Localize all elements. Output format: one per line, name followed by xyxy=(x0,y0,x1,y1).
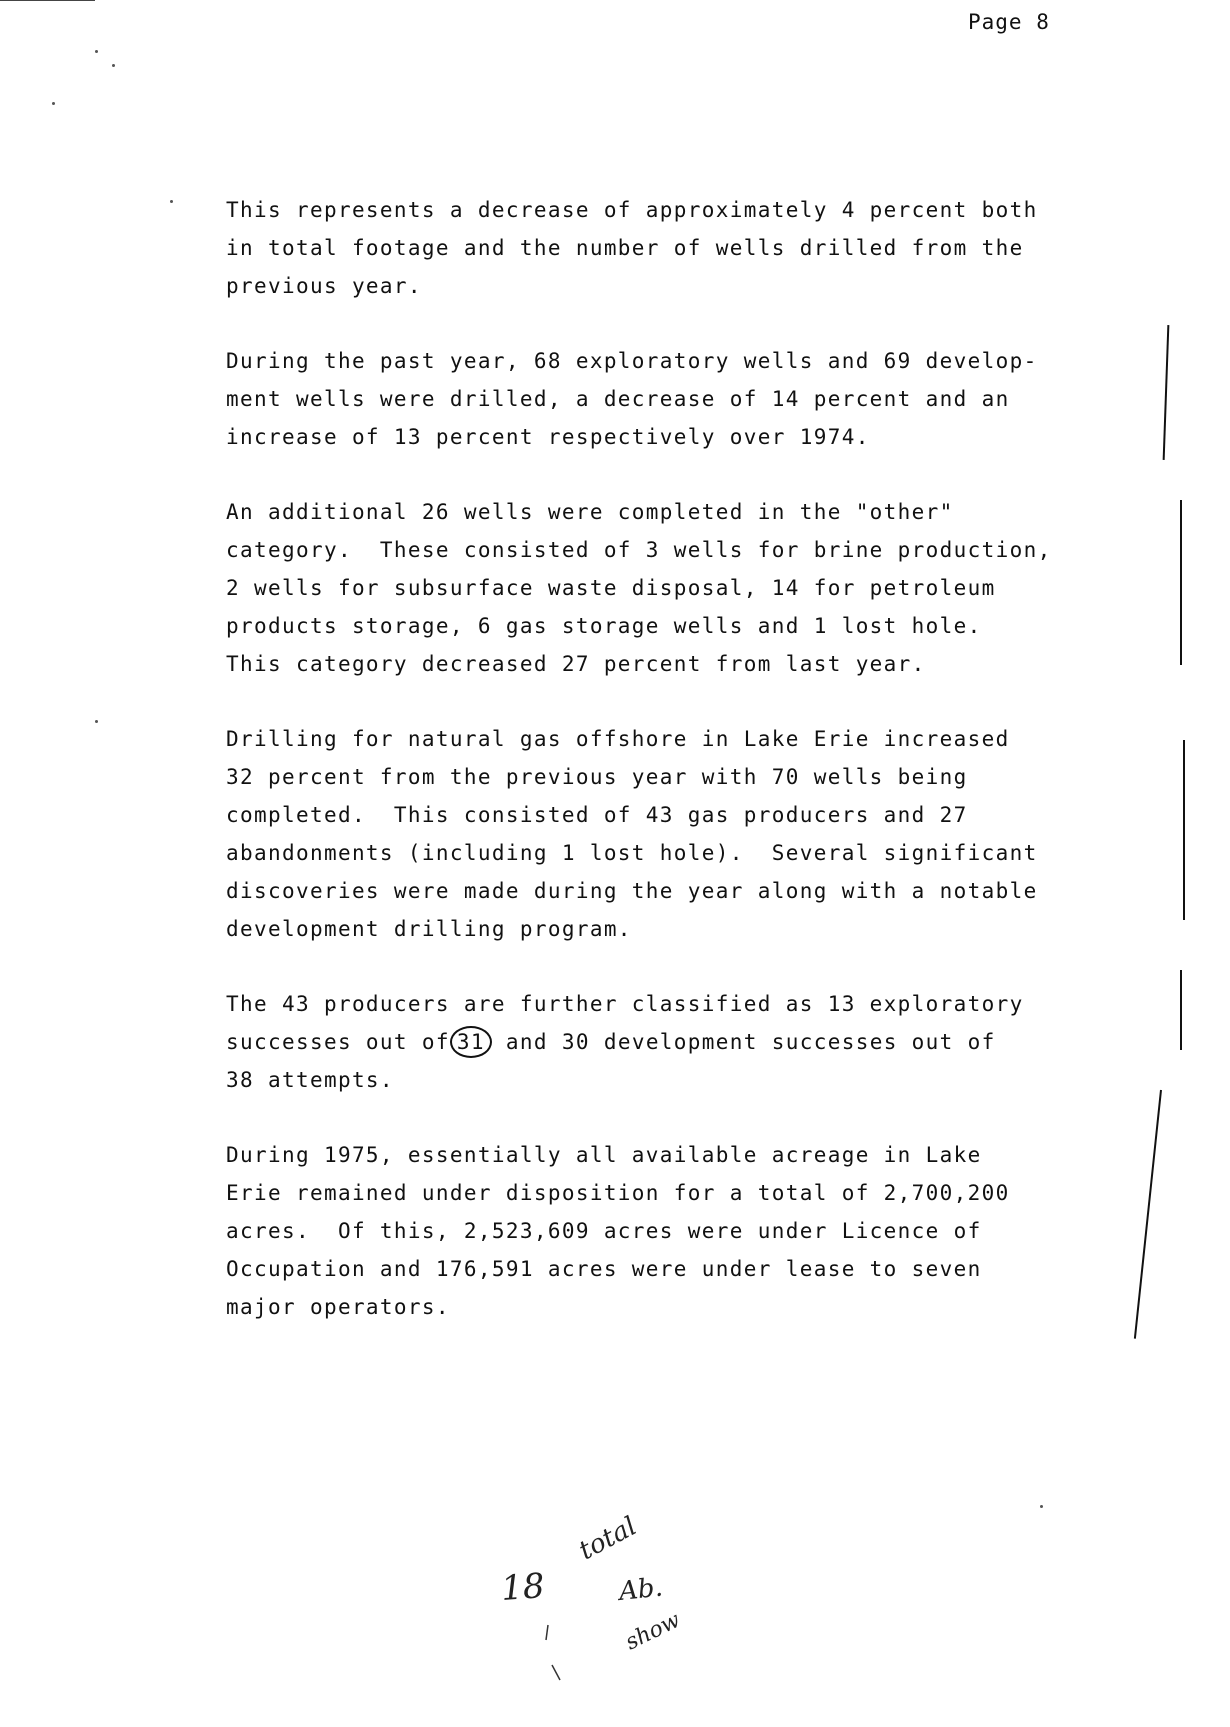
scan-speck xyxy=(112,64,115,67)
text-line: Erie remained under disposition for a total of 2,700,200 xyxy=(226,1181,1010,1205)
handwritten-number: 18 xyxy=(499,1566,546,1609)
top-edge-rule xyxy=(0,0,95,1)
text-line: An additional 26 wells were completed in the "other" xyxy=(226,500,954,524)
scan-speck xyxy=(95,50,98,53)
paragraph-3 xyxy=(226,493,1156,683)
text-line: Occupation and 176,591 acres were under lease to seven xyxy=(226,1257,982,1281)
text-line: in total footage and the number of wells drilled from the xyxy=(226,236,1024,260)
paragraph-1 xyxy=(226,191,1156,305)
page-number: Page 8 xyxy=(968,10,1050,34)
text-line: category. These consisted of 3 wells for brine production, xyxy=(226,538,1052,562)
handwritten-word: show xyxy=(621,1607,685,1656)
scan-speck xyxy=(1040,1505,1043,1508)
circled-number: 31 xyxy=(450,1026,492,1058)
paragraph-5 xyxy=(226,985,1156,1099)
scan-speck xyxy=(52,102,55,105)
paragraph-2 xyxy=(226,342,1156,456)
text-line: 38 attempts. xyxy=(226,1068,394,1092)
text-line: major operators. xyxy=(226,1295,450,1319)
scan-speck xyxy=(95,720,98,723)
text-line: products storage, 6 gas storage wells and 1 lost hole. xyxy=(226,614,982,638)
revision-bar xyxy=(1180,500,1182,665)
handwritten-word: Ab. xyxy=(617,1572,665,1607)
paragraph-4 xyxy=(226,720,1156,948)
text-line: discoveries were made during the year along with a notable xyxy=(226,879,1038,903)
text-line: 32 percent from the previous year with 70 wells being xyxy=(226,765,968,789)
text-line: acres. Of this, 2,523,609 acres were under Licence of xyxy=(226,1219,982,1243)
text-line: development drilling program. xyxy=(226,917,632,941)
text-line: During 1975, essentially all available acreage in Lake xyxy=(226,1143,982,1167)
text-line: Drilling for natural gas offshore in Lake Erie increased xyxy=(226,727,1010,751)
revision-bar xyxy=(1163,325,1170,460)
handwritten-word: total xyxy=(574,1511,642,1567)
text-line: During the past year, 68 exploratory wells and 69 develop- xyxy=(226,349,1038,373)
text-line: 2 wells for subsurface waste disposal, 14 for petroleum xyxy=(226,576,996,600)
text-line: increase of 13 percent respectively over 1974. xyxy=(226,425,870,449)
handwritten-note xyxy=(490,1500,730,1690)
text-line: abandonments (including 1 lost hole). Several significant xyxy=(226,841,1038,865)
text-line: This represents a decrease of approximately 4 percent both xyxy=(226,198,1038,222)
text-fragment: successes out of xyxy=(226,1030,450,1054)
revision-bar xyxy=(1180,970,1182,1050)
text-line: previous year. xyxy=(226,274,422,298)
text-line-with-circled-number xyxy=(226,1023,1156,1061)
text-fragment: and 30 development successes out of xyxy=(491,1030,996,1054)
handwritten-note-drawing xyxy=(490,1500,730,1690)
paragraph-6 xyxy=(226,1136,1156,1326)
document-body xyxy=(226,191,1156,1363)
text-line: completed. This consisted of 43 gas producers and 27 xyxy=(226,803,968,827)
text-line: The 43 producers are further classified as 13 exploratory xyxy=(226,992,1024,1016)
pencil-stroke xyxy=(546,1625,548,1640)
revision-bar xyxy=(1183,740,1185,920)
pencil-stroke xyxy=(552,1665,560,1680)
scan-speck xyxy=(170,200,173,203)
text-line: ment wells were drilled, a decrease of 14 percent and an xyxy=(226,387,1010,411)
text-line: This category decreased 27 percent from last year. xyxy=(226,652,926,676)
